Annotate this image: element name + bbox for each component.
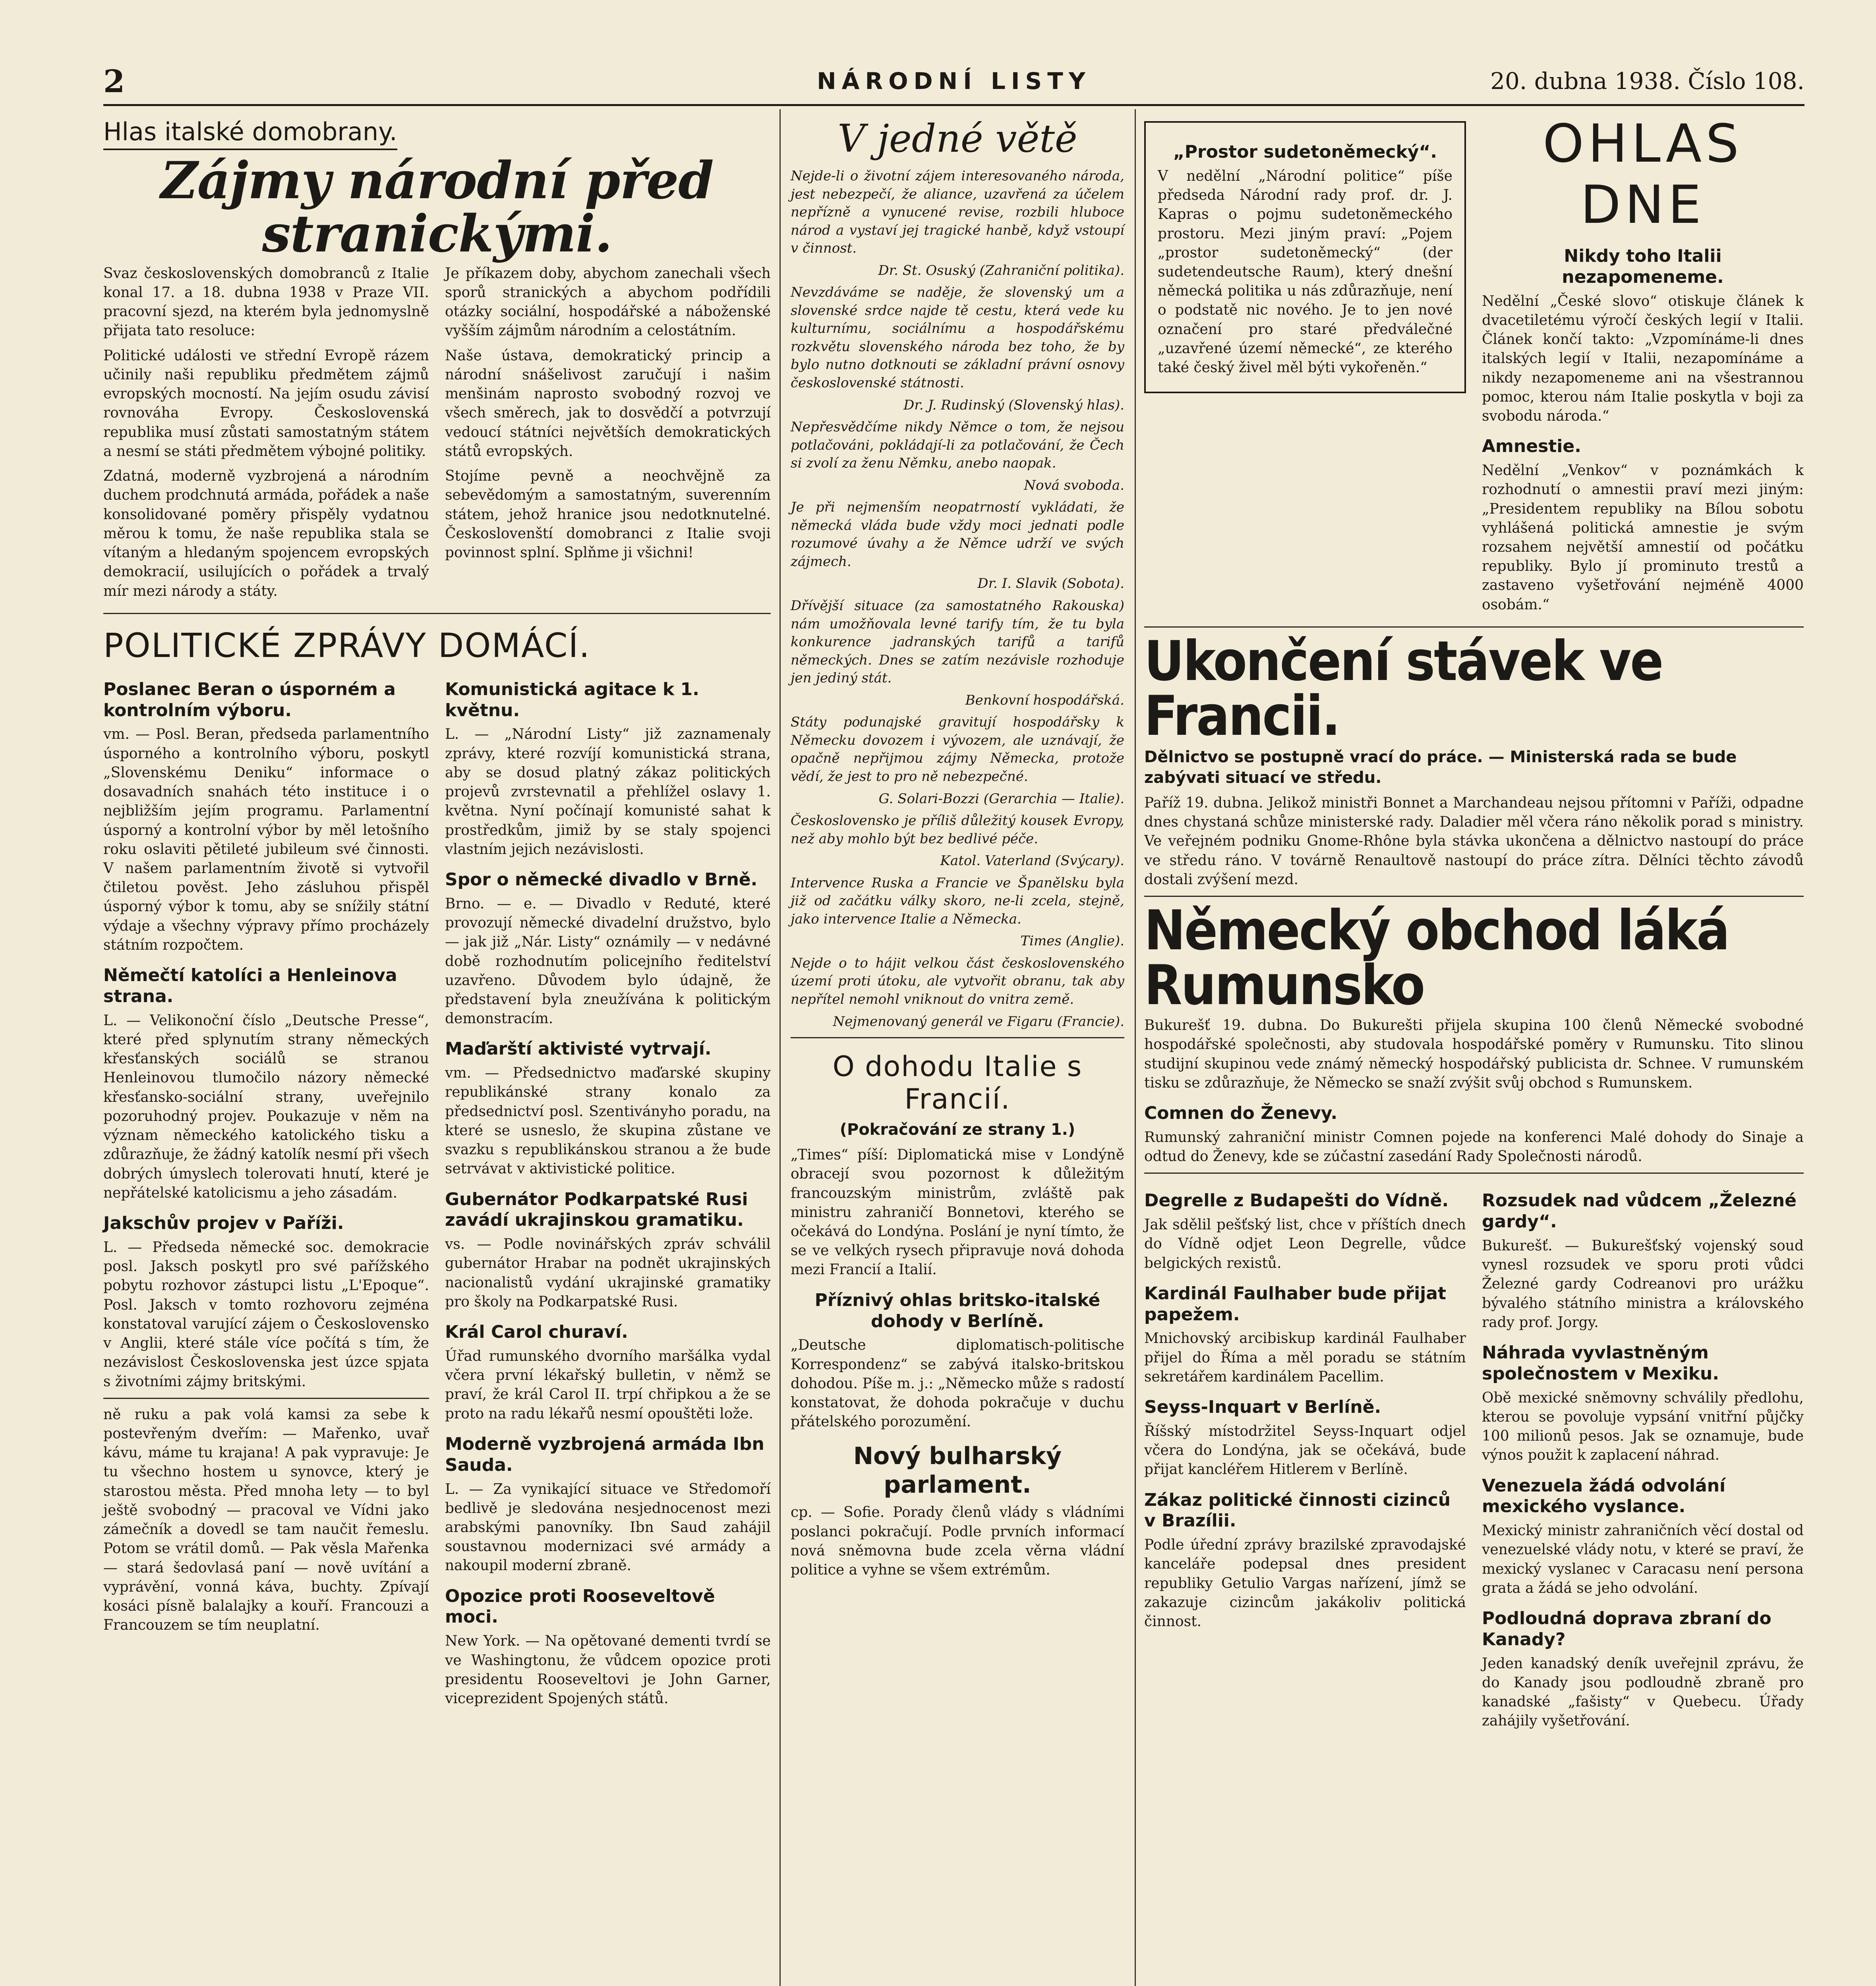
news-text: Nedělní „České slovo“ otiskuje článek k dvacetiletému výročí českých legií v Italii. Článek končí takto: „Vzpomínáme-li dnes italských legií v Italii, nezapomínáme a nikdy nezapomeneme ani na všestrannou pomoc, kterou nám Italie poskytla v boji za svobodu národa.“ — [1482, 293, 1804, 424]
column-headline: V jedné větě — [837, 116, 1077, 161]
masthead-rule — [103, 104, 1804, 106]
page-number: 2 — [103, 64, 125, 100]
news-text: L. — Předseda německé soc. demokracie posl. Jaksch poskytl pro své pařížského pobytu rozhovor zástupci listu „L'Epoque“. Posl. Jaksch v tomto rozhovoru zejména konstatoval varující zájem o Československo v Anglii, které stále více počítá s tím, že nezávislost Československa jest úzce spjata s životními zájmy britskými. — [103, 1239, 429, 1390]
news-text: Mnichovský arcibiskup kardinál Faulhaber přijel do Říma a měl poradu se státním sekretářem kardinálem Pacellim. — [1144, 1330, 1466, 1385]
news-text: vm. — Předsednictvo maďarské skupiny republikánské strany konalo za předsednictví posl. Szentiványho poradu, na které se usneslo, že skupina zůstane ve svazku s republikánskou stranou a že bude setrvávat v aktivistické politice. — [445, 1065, 771, 1177]
news-text: L. — „Národní Listy“ již zaznamenaly zprávy, které rozvíjí komunistická strana, aby se dosud platný zákaz politických projevů zvrstevnatil a přehlížel oslavy 1. května. Nyní počínají komunisté sahat k prostředkům, jimiž by se staly spojenci vlastním jejich nezávislosti. — [445, 726, 771, 858]
news-heading: Nikdy toho Italii nezapomeneme. — [1562, 246, 1724, 287]
masthead — [103, 60, 1804, 103]
paragraph: Stojíme pevně a neochvějně za sebevědomým a samostatným, suverenním státem, jehož hranice jsou nedotknutelné. Českoslovenští domobranci z Italie svoji povinnost splní. Splňme ji všichni! — [445, 468, 771, 561]
news-text: Podle úřední zprávy brazilské zpravodajské kanceláře podepsal dnes president republiky Getulio Vargas nařízení, jímž se zakazuje cizincům jakákoliv politická činnost. — [1144, 1537, 1466, 1630]
news-text: Rumunský zahraniční ministr Comnen pojede na konferenci Malé dohody do Sinaje a odtud do Ženevy, kde se zúčastní zasedání Rady Společnosti národů. — [1144, 1129, 1804, 1165]
news-text: Úřad rumunského dvorního maršálka vydal včera první lékařský bulletin, v němž se praví, že král Carol II. trpí chřipkou a že se proto na radu lékařů nesmí opouštěti lože. — [445, 1348, 771, 1422]
quote: Intervence Ruska a Francie ve Španělsku byla již od začátku války skoro, ne-li zcela, stejně, jako intervence Italie a Německa. — [791, 875, 1124, 927]
news-heading: Gubernátor Podkarpatské Rusi zavádí ukrajinskou gramatiku. — [445, 1189, 748, 1231]
news-text: vs. — Podle novinářských zpráv schválil gubernátor Hrabar na podnět ukrajinských nacionalistů vydání ukrajinské gramatiky pro školy na Podkarpatské Rusi. — [445, 1236, 771, 1310]
quote-source: G. Solari-Bozzi (Gerarchia — Italie). — [878, 790, 1124, 807]
column-middle — [791, 109, 1124, 1585]
news-text: „Deutsche diplomatisch-politische Korrespondenz“ se zabývá italsko-britskou dohodou. Píše m. j.: „Německo může s radostí konstatovat, že dohoda pokračuje v duchu přátelského porozumění. — [791, 1337, 1124, 1430]
news-text: L. — Za vynikající situace ve Středomoří bedlivě je sledována nesjednocenost mezi arabskými panovníky. Ibn Saud zahájil soustavnou modernizaci své armády a nakoupil moderní zbraně. — [445, 1481, 771, 1574]
divider — [1144, 1173, 1804, 1174]
subheadline: Dělnictvo se postupně vrací do práce. — Ministerská rada se bude zabývati situací ve středu. — [1144, 748, 1737, 787]
news-heading: Příznivý ohlas britsko-italské dohody v Berlíně. — [814, 1290, 1100, 1331]
news-heading: Komunistická agitace k 1. květnu. — [445, 679, 699, 721]
paragraph: Zdatná, moderně vyzbrojená a národním duchem prodchnutá armáda, pořádek a naše konsolidované poměry přispěly vydatnou měrou k tomu, že naše republika stala se vítaným a hledaným spojencem evropských demokracií, usilujících o pořádek a trvalý mír mezi národy a státy. — [103, 468, 429, 599]
news-heading: Degrelle z Budapešti do Vídně. — [1144, 1190, 1449, 1211]
newspaper-name: NÁRODNÍ LISTY — [817, 68, 1091, 95]
paragraph: Naše ústava, demokratický princip a národní snášelivost zaručují i našim menšinám naprosto svobodný rozvoj ve všech směrech, jak to dosvědčí a potvrzují vedoucí státníci největších demokratických států evropských. — [445, 347, 771, 460]
box-heading: „Prostor sudetoněmecký“. — [1173, 142, 1437, 162]
box-text: V nedělní „Národní politice“ píše předseda Národní rady prof. dr. J. Kapras o pojmu sudetoněmeckého prostoru. Mezi jiným praví: „Pojem „prostor sudetoněmecký“ (der sudetendeutsche Raum), který dnešní německá politika u nás zdůrazňuje, není o podstatě nic nového. Je to jen nové označení pro staré předválečné „uzavřené území německé“, ze kterého také český živel měl býti vykořeněn.“ — [1158, 168, 1452, 376]
quote-source: Dr. St. Osuský (Zahraniční politika). — [878, 262, 1124, 278]
news-heading: Podloudná doprava zbraní do Kanady? — [1482, 1608, 1772, 1650]
news-text: Jeden kanadský deník uveřejnil zprávu, že do Kanady jsou podloudně zbraně pro kanadské „fašisty“ v Quebecu. Úřady zahájily vyšetřování. — [1482, 1655, 1804, 1729]
political-news — [103, 669, 771, 1714]
quote-source: Dr. J. Rudinský (Slovenský hlas). — [903, 397, 1124, 413]
divider — [1144, 896, 1804, 897]
news-heading: Moderně vyzbrojená armáda Ibn Sauda. — [445, 1433, 764, 1475]
quote-source: Katol. Vaterland (Svýcary). — [940, 853, 1124, 869]
article-body — [103, 264, 771, 607]
news-heading: Seyss-Inquart v Berlíně. — [1144, 1397, 1381, 1418]
column-left — [103, 109, 771, 1714]
news-heading: Kardinál Faulhaber bude přijat papežem. — [1144, 1283, 1446, 1325]
news-heading: Maďarští aktivisté vytrvají. — [445, 1039, 712, 1059]
quote: Nejde o to hájit velkou část československého území proti útoku, ale vytvořit obranu, tak aby nepřítel nemohl vniknout do vnitra země. — [791, 955, 1124, 1007]
news-text: Nedělní „Venkov“ v poznámkách k rozhodnutí o amnestii praví mezi jiným: „Presidentem republiky na Bílou sobotu vyhlášená politická amnestie je svým rozsahem největší amnestií od počátku republiky. Bylo jí prominuto trestů a zastaveno vyšetřování nejméně 4000 osobám.“ — [1482, 462, 1804, 613]
quote: Státy podunajské gravitují hospodářsky k Německu dovozem i vývozem, ale uznávají, že opačně nepřijmou zájmy Německa, protože vědí, že jest to pro ně nebezpečné. — [791, 714, 1124, 784]
short-news — [1144, 1180, 1804, 1736]
boxed-article — [1144, 121, 1466, 393]
column-rule — [1135, 109, 1136, 1986]
news-text: Mexický ministr zahraničních věcí dostal od venezuelské vlády notu, v které se praví, že mexický vyslanec v Caracasu není persona grata a žádá se jeho odvolání. — [1482, 1522, 1804, 1596]
headline-strikes: Ukončení stávek ve Francii. — [1144, 629, 1663, 748]
headline-trade: Německý obchod láká Rumunsko — [1144, 898, 1729, 1018]
paragraph: Politické události ve střední Evropě rázem učinily naši republiku předmětem zájmů evropských mocností. Na jejím osudu závisí rovnováha Evropy. Československá republika musí zůstati samostatným státem a nesmí se státi předmětem výbojné politiky. — [103, 347, 429, 460]
feuilleton-text: ně ruku a pak volá kamsi za sebe k postevřeným dveřím: — Mařenko, uvař kávu, máme tu krajana! A pak vypravuje: Je tu všechno hostem u synovce, který je starostou města. Před mnoha lety — to byl ještě svobodný — pracoval ve Vídni jako zámečník a dovedl se tam naučit řemeslu. Potom se vrátil domů. — Pak věsla Mařenka — stará šedovlasá paní — nově uvítání a vyprávění, vonná káva, buchty. Zpívají kosáci písně balalajky a kouří. Francouzi a Francouzem se tím neuplatní. — [103, 1406, 429, 1634]
quote: Nepřesvědčíme nikdy Němce o tom, že nejsou potlačováni, pokládají-li za potlačování, že Čech si zvolí za ženu Němku, anebo naopak. — [791, 419, 1124, 471]
quote: Nejde-li o životní zájem interesovaného národa, jest nebezpečí, že aliance, uzavřená za účelem nepřízně a vynucené revise, rozbili hluboce národ a vystaví jej tragické hanbě, když vstoupí v činnost. — [791, 168, 1124, 257]
quote: Nevzdáváme se naděje, že slovenský um a slovenské srdce najde tě cestu, která vede ku kulturnímu, sociálnímu a hospodářskému rozkvětu slovenského národa bez toho, že by bylo nutno dotknouti se základní právní osnovy československé státnosti. — [791, 284, 1124, 391]
news-heading: Opozice proti Rooseveltově moci. — [445, 1586, 715, 1627]
news-heading: Zákaz politické činnosti cizinců v Brazílii. — [1144, 1490, 1451, 1531]
news-text: vm. — Posl. Beran, předseda parlamentního úsporného a kontrolního výboru, poskytl „Slovenskému Deniku“ informace o dosavadních snahách této instituce i o nejbližším jejím programu. Parlamentní úsporný a kontrolní výbor by měl letošního roku oslaviti pětileté jubileum své činnosti. V našem parlamentním životě si vytvořil čtiletou pověst. Jeho zásluhou přispěl úsporný výbor k tomu, aby se snížily státní výdaje a všechny výpravy přímo procházely státním rozpočtem. — [103, 726, 429, 953]
news-heading: Náhrada vyvlastněným společnostem v Mexiku. — [1482, 1343, 1719, 1384]
column-right — [1144, 109, 1804, 1737]
news-text: L. — Velikonoční číslo „Deutsche Presse“, které před splynutím strany německých křesťanských sociálů se stranou Henleinovou tlumočilo názory německé křesťansko-sociální strany, uveřejnilo pozoruhodný projev. Poukazuje v něm na význam německého katolického tisku a zdůrazňuje, že žádný katolík nesmí při všech dobrých úmyslech tolerovati hnutí, které je nepřátelské katolicismu a jeho zásadám. — [103, 1012, 429, 1201]
news-text: Bukurešť. — Bukurešťský vojenský soud vynesl rozsudek ve sporu proti vůdci Železné gardy Codreanovi pro urážku bývalého státního ministra a královského rady prof. Jorgy. — [1482, 1237, 1804, 1331]
news-text: Obě mexické sněmovny schválily předlohu, kterou se povoluje vypsání vnitřní půjčky 100 milionů pesos. Jak se oznamuje, bude výnos použit k zaplacení náhrad. — [1482, 1389, 1804, 1464]
quote: Je při nejmenším neopatrností vykládati, že německá vláda bude vždy moci jednati podle rozumové úvahy a že Němce udrží ve svých zájmech. — [791, 499, 1124, 570]
quote: Dřívější situace (za samostatného Rakouska) nám umožňovala levné tarify tím, že tu byla konkurence jadranských tarifů a tarifů německých. Dnes se zatím nezávisle rozhoduje jen jediný stát. — [791, 598, 1124, 686]
news-heading: Comnen do Ženevy. — [1144, 1103, 1338, 1124]
lead-paragraph: Svaz československých domobranců z Italie konal 17. a 18. dubna 1938 v Praze VII. pracovní sjezd, na kterém byla jednomyslně přijata tato resoluce: — [103, 265, 429, 339]
quote-source: Dr. I. Slavik (Sobota). — [977, 576, 1124, 592]
news-heading: Král Carol churaví. — [445, 1322, 628, 1343]
news-heading: Jakschův projev v Paříži. — [103, 1213, 344, 1234]
column-rule — [779, 109, 781, 1986]
news-heading: Němečtí katolíci a Henleinova strana. — [103, 965, 397, 1007]
news-text: New York. — Na opětované dementi tvrdí se ve Washingtonu, že vůdcem opozice proti presidentu Rooseveltovi je John Garner, viceprezident Spojených států. — [445, 1633, 771, 1707]
news-heading: Poslanec Beran o úsporném a kontrolním výboru. — [103, 679, 396, 721]
quote: Československo je příliš důležitý kousek Evropy, než aby mohlo být bez bedlivé péče. — [791, 813, 1124, 847]
headline: Zájmy národní před stranickými. — [161, 151, 714, 264]
news-text: cp. — Sofie. Porady členů vlády s vládními poslanci pokračují. Podle prvních informací nová sněmovna bude zcela věrna vládní politice a vyhne se všem extrémům. — [791, 1504, 1124, 1578]
quote-source: Times (Anglie). — [1020, 933, 1124, 949]
divider — [103, 613, 771, 614]
news-text: Brno. — e. — Divadlo v Reduté, které provozují německé divadelní družstvo, bylo — jak již „Nár. Listy“ oznámily — v nedávné době rozhodnutím policejního ředitelství uzavřeno. Důvodem bylo údajně, že představení byla zneužívána k politickým demonstracím. — [445, 895, 771, 1027]
quote-source: Nejmenovaný generál ve Figaru (Francie). — [833, 1013, 1124, 1030]
news-heading: Rozsudek nad vůdcem „Železné gardy“. — [1482, 1190, 1797, 1232]
article-text: Bukurešť 19. dubna. Do Bukurešti přijela skupina 100 členů Německé svobodné hospodářské společnosti, aby studovala hospodářské poměry v Rumunsku. Tito slinou studijní skupinou vede známý německý hospodářský publicista dr. Schnee. V rumunském tisku se zdůrazňuje, že Německo se snaží zvýšit svůj obchod s Rumunskem. — [1144, 1017, 1804, 1091]
section-title: POLITICKÉ ZPRÁVY DOMÁCÍ. — [103, 626, 591, 665]
news-heading: Nový bulharský parlament. — [853, 1442, 1062, 1499]
article-headline: O dohodu Italie s Francií. — [832, 1050, 1083, 1116]
ohlas-dne-title: OHLAS DNE — [1543, 113, 1743, 236]
divider — [1144, 626, 1804, 628]
quote-source: Benkovní hospodářská. — [965, 692, 1124, 708]
news-heading: Amnestie. — [1482, 436, 1581, 457]
paragraph: Je příkazem doby, abychom zanechali všech sporů stranických a abychom podřídili otázky sociální, hospodářské a náboženské vyšším zájmům národním a celostátním. — [445, 265, 771, 339]
ohlas-dne-section — [1144, 109, 1804, 620]
news-text: Jak sdělil pešťský list, chce v příštích dnech do Vídně odjet Leon Degrelle, vůdce belgických rexistů. — [1144, 1217, 1466, 1271]
article-text: Paříž 19. dubna. Jelikož ministři Bonnet a Marchandeau nejsou přítomni v Paříži, odpadne dnes chystaná schůze ministerské rady. Daladier měl včera ráno několik porad s ministry. Ve veřejném podniku Gnome-Rhône byla stávka ukončena a dělnictvo nastoupí do práce ve středu ráno. V továrně Renaultově nastoupí do práce zítra. Dělníci těchto závodů dostali zvýšení mezd. — [1144, 794, 1804, 888]
issue-date: 20. dubna 1938. Číslo 108. — [1490, 68, 1804, 95]
news-text: Říšský místodržitel Seyss-Inquart odjel včera do Londýna, jak se očekává, bude přijat kancléřem Hitlerem v Berlíně. — [1144, 1423, 1466, 1478]
quote-source: Nová svoboda. — [1024, 477, 1124, 493]
article-subheading: (Pokračování ze strany 1.) — [839, 1121, 1075, 1139]
divider — [791, 1037, 1124, 1038]
news-heading: Spor o německé divadlo v Brně. — [445, 869, 758, 890]
divider — [103, 1398, 429, 1399]
rubric: Hlas italské domobrany. — [103, 117, 397, 150]
news-heading: Venezuela žádá odvolání mexického vyslance. — [1482, 1475, 1726, 1517]
article-text: „Times“ píší: Diplomatická mise v Londýně obracejí svou pozornost k důležitým francouzským ministrům, zvláště pak ministru zahraničí Bonnetovi, kterého se očekává do Londýna. Poslání je nyní tímto, že se ve velkých rysech připravuje nová dohoda mezi Francií a Italií. — [791, 1147, 1124, 1278]
